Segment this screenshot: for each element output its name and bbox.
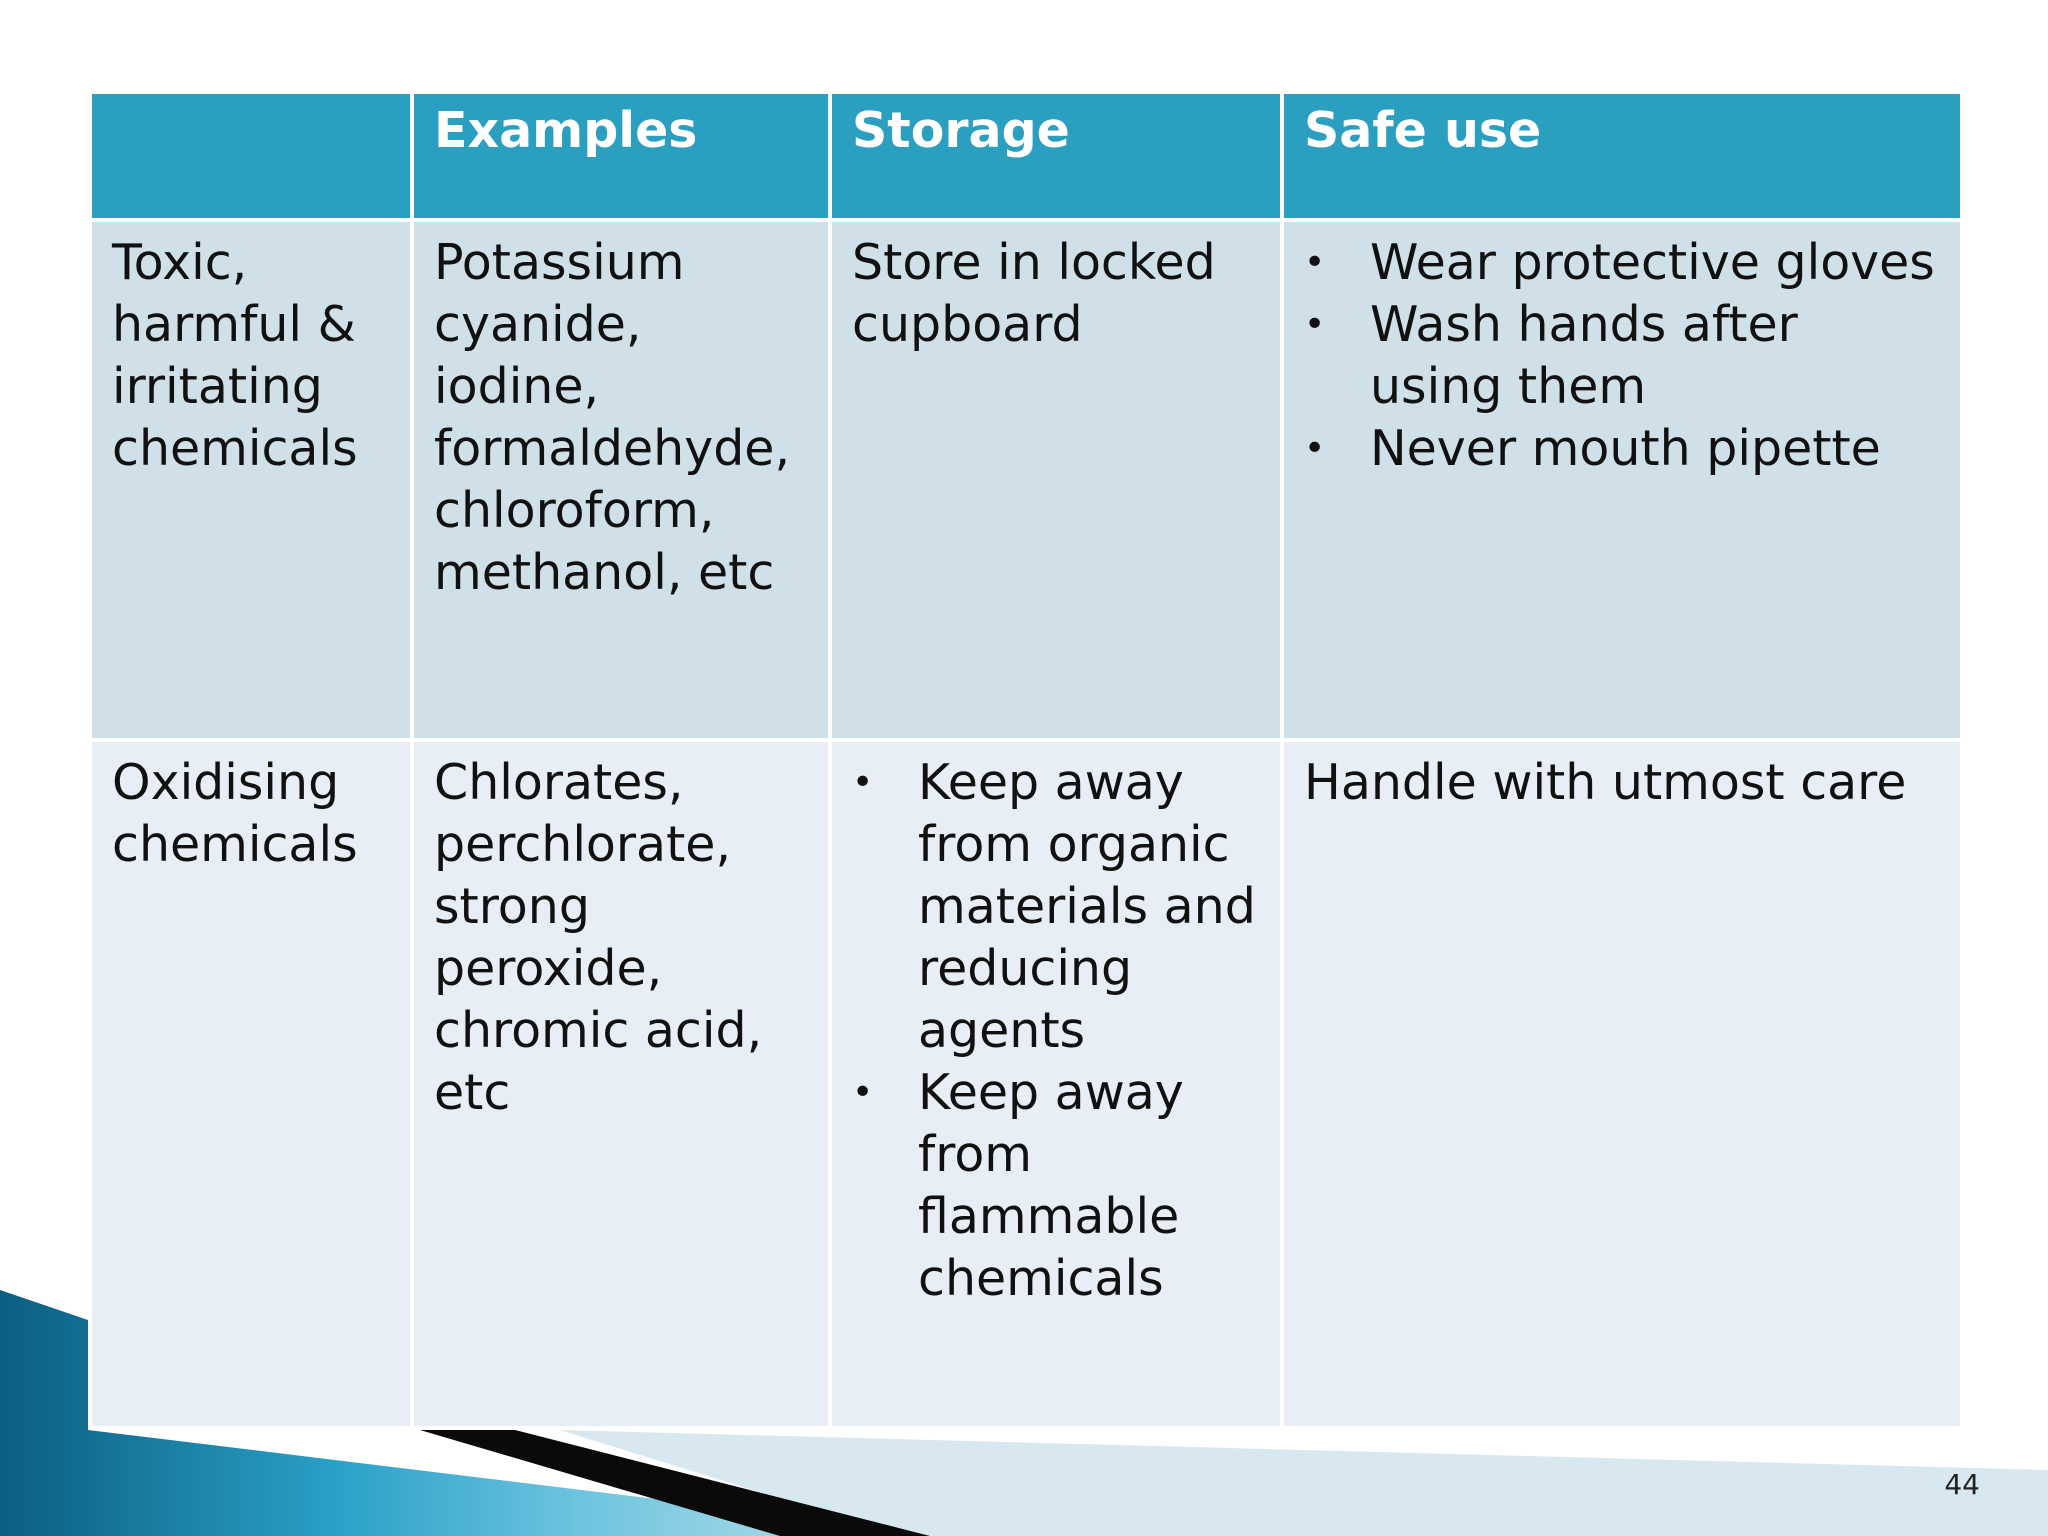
page-number: 44 [1944,1468,1980,1501]
table-row [90,740,1962,1428]
list-item: • Keep away from organic materials and reducing agents [852,752,1260,1062]
safe-use-cell [1282,220,1962,740]
header-storage: Storage [830,92,1282,220]
safe-use-cell: Handle with utmost care [1282,740,1962,1428]
header-safe-use: Safe use [1282,92,1962,220]
list-item: • Never mouth pipette [1304,418,1940,480]
table-header-row [90,92,1962,220]
category-cell: Oxidising chemicals [90,740,412,1428]
safe-use-list [1304,232,1940,480]
storage-cell: Store in locked cupboard [830,220,1282,740]
storage-cell [830,740,1282,1428]
list-item: • Wear protective gloves [1304,232,1940,294]
table-row [90,220,1962,740]
examples-cell: Chlorates, perchlorate, strong peroxide, chromic acid, etc [412,740,830,1428]
list-item: • Wash hands after using them [1304,294,1940,418]
examples-cell: Potassium cyanide, iodine, formaldehyde, chloroform, methanol, etc [412,220,830,740]
storage-list [852,752,1260,1310]
list-item: • Keep away from flammable chemicals [852,1062,1260,1310]
chemical-safety-table [88,90,1964,1430]
header-examples: Examples [412,92,830,220]
category-cell: Toxic, harmful & irritating chemicals [90,220,412,740]
header-blank [90,92,412,220]
